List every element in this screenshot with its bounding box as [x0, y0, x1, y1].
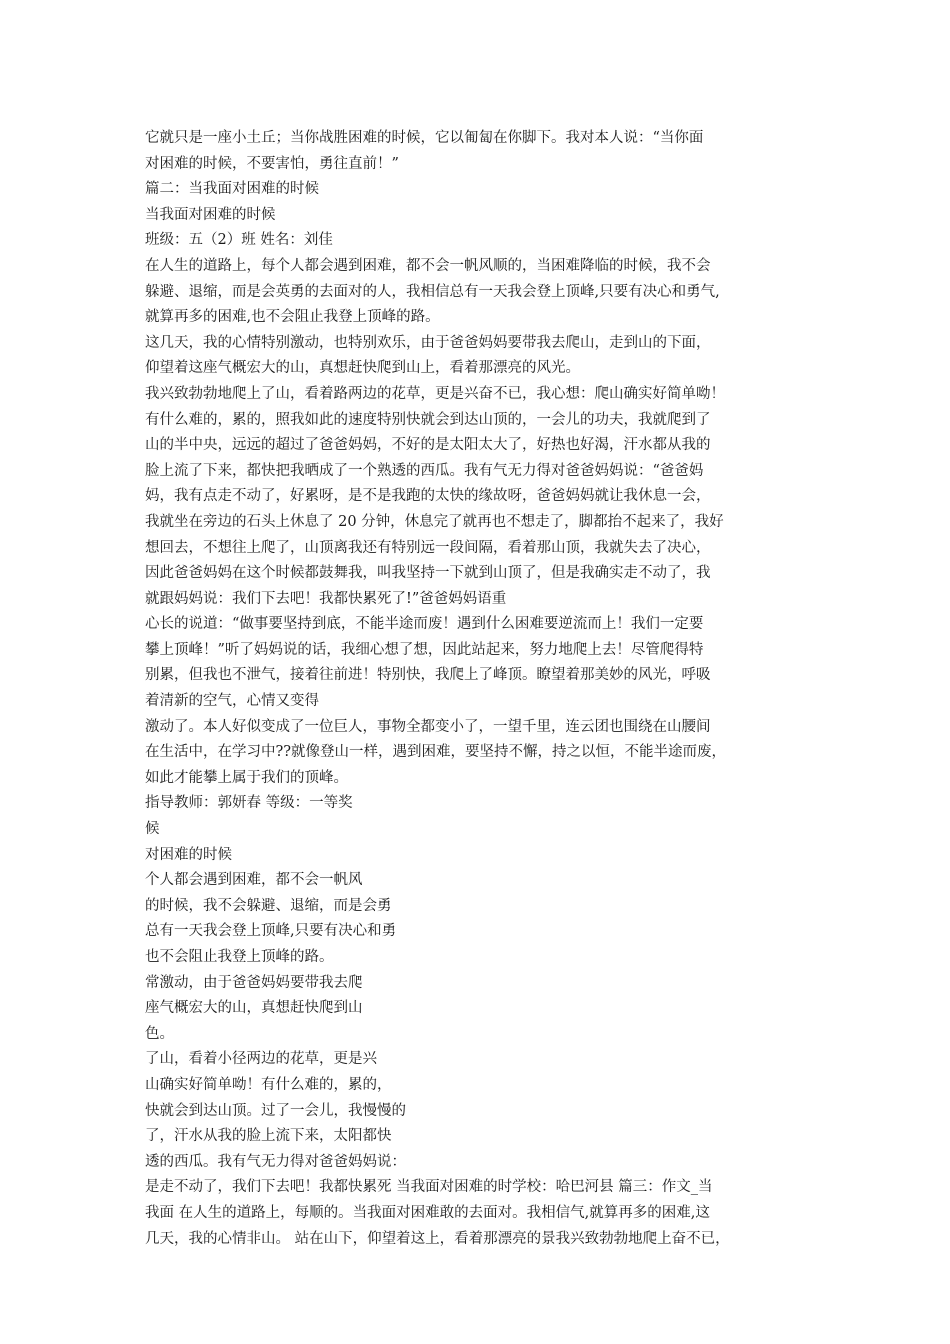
fragment-line: 的时候，我不会躲避、退缩，而是会勇 [145, 897, 392, 914]
essay-title: 当我面对困难的时候 [145, 206, 276, 223]
text-line: 就跟妈妈说：我们下去吧！我都快累死了!”爸爸妈妈语重 [145, 590, 507, 607]
text-line: 是走不动了，我们下去吧！我都快累死 当我面对困难的时学校：哈巴河县 篇三：作文_当 [145, 1179, 713, 1196]
text-line: 它就只是一座小土丘；当你战胜困难的时候，它以匍匐在你脚下。我对本人说：“当你面 [145, 130, 704, 146]
text-line: 山的半中央，远远的超过了爸爸妈妈，不好的是太阳太大了，好热也好渴，汗水都从我的 [145, 437, 711, 454]
text-line: 我兴致勃勃地爬上了山，看着路两边的花草，更是兴奋不已，我心想：爬山确实好简单呦！ [145, 385, 725, 402]
text-line: 在人生的道路上，每个人都会遇到困难，都不会一帆风顺的，当困难降临的时候，我不会 [145, 257, 711, 274]
text-line: 仰望着这座气概宏大的山，真想赶快爬到山上，看着那漂亮的风光。 [145, 360, 580, 377]
text-line: 在生活中，在学习中??就像登山一样，遇到困难，要坚持不懈，持之以恒，不能半途而废， [145, 744, 727, 761]
text-line: 这几天，我的心情特别激动，也特别欢乐，由于爸爸妈妈要带我去爬山，走到山的下面， [145, 334, 711, 351]
fragment-line: 总有一天我会登上顶峰,只要有决心和勇 [145, 923, 397, 940]
section-heading: 篇二：当我面对困难的时候 [145, 181, 319, 198]
teacher-line: 指导教师：郭妍春 等级：一等奖 [145, 795, 353, 812]
text-line: 心长的说道：“做事要坚持到底，不能半途而废！遇到什么困难要逆流而上！我们一定要 [145, 616, 704, 633]
text-line: 就算再多的困难,也不会阻止我登上顶峰的路。 [145, 309, 440, 326]
fragment-line: 候 [145, 821, 160, 838]
fragment-line: 对困难的时候 [145, 846, 232, 863]
text-line: 几天，我的心情非山。 站在山下，仰望着这上，看着那漂亮的景我兴致勃勃地爬上奋不已， [145, 1230, 730, 1247]
fragment-line: 山确实好简单呦！有什么难的，累的， [145, 1076, 392, 1093]
text-line: 别累，但我也不泄气，接着往前进！特别快，我爬上了峰顶。瞭望着那美妙的风光，呼吸 [145, 667, 711, 684]
text-line: 如此才能攀上属于我们的顶峰。 [145, 769, 348, 786]
fragment-line: 常激动，由于爸爸妈妈要带我去爬 [145, 974, 363, 991]
fragment-line: 快就会到达山顶。过了一会儿，我慢慢的 [145, 1102, 406, 1119]
text-line: 有什么难的，累的，照我如此的速度特别快就会到达山顶的，一会儿的功夫，我就爬到了 [145, 411, 711, 428]
document-body [145, 126, 825, 1252]
text-line: 躲避、退缩，而是会英勇的去面对的人，我相信总有一天我会登上顶峰,只要有决心和勇气, [145, 283, 720, 300]
text-line: 我面 在人生的道路上，每顺的。当我面对困难敢的去面对。我相信气,就算再多的困难,这 [145, 1204, 710, 1221]
author-line: 班级：五（2）班 姓名：刘佳 [145, 232, 333, 249]
text-line: 对困难的时候，不要害怕，勇往直前！” [145, 155, 399, 172]
fragment-line: 个人都会遇到困难，都不会一帆风 [145, 872, 363, 889]
text-line: 妈，我有点走不动了，好累呀，是不是我跑的太快的缘故呀，爸爸妈妈就让我休息一会， [145, 488, 711, 505]
fragment-line: 座气概宏大的山，真想赶快爬到山 [145, 1000, 363, 1017]
fragment-line: 也不会阻止我登上顶峰的路。 [145, 949, 334, 965]
text-line: 激动了。本人好似变成了一位巨人，事物全都变小了，一望千里，连云团也围绕在山腰间 [145, 718, 711, 735]
text-line: 因此爸爸妈妈在这个时候都鼓舞我，叫我坚持一下就到山顶了，但是我确实走不动了，我 [145, 565, 711, 582]
text-line: 脸上流了下来，都快把我晒成了一个熟透的西瓜。我有气无力得对爸爸妈妈说：“爸爸妈 [145, 462, 704, 479]
text-line: 想回去，不想往上爬了，山顶离我还有特别远一段间隔，看着那山顶，我就失去了决心， [145, 539, 711, 556]
fragment-line: 了山，看着小径两边的花草，更是兴 [145, 1051, 377, 1068]
text-line: 攀上顶峰！”听了妈妈说的话，我细心想了想，因此站起来，努力地爬上去！尽管爬得特 [145, 641, 704, 658]
text-line: 我就坐在旁边的石头上休息了 20 分钟，休息完了就再也不想走了，脚都抬不起来了，我好 [145, 513, 724, 530]
fragment-line: 色。 [145, 1025, 174, 1042]
fragment-line: 透的西瓜。我有气无力得对爸爸妈妈说： [145, 1153, 406, 1170]
fragment-line: 了，汗水从我的脸上流下来，太阳都快 [145, 1128, 392, 1145]
text-line: 着清新的空气，心情又变得 [145, 693, 319, 710]
